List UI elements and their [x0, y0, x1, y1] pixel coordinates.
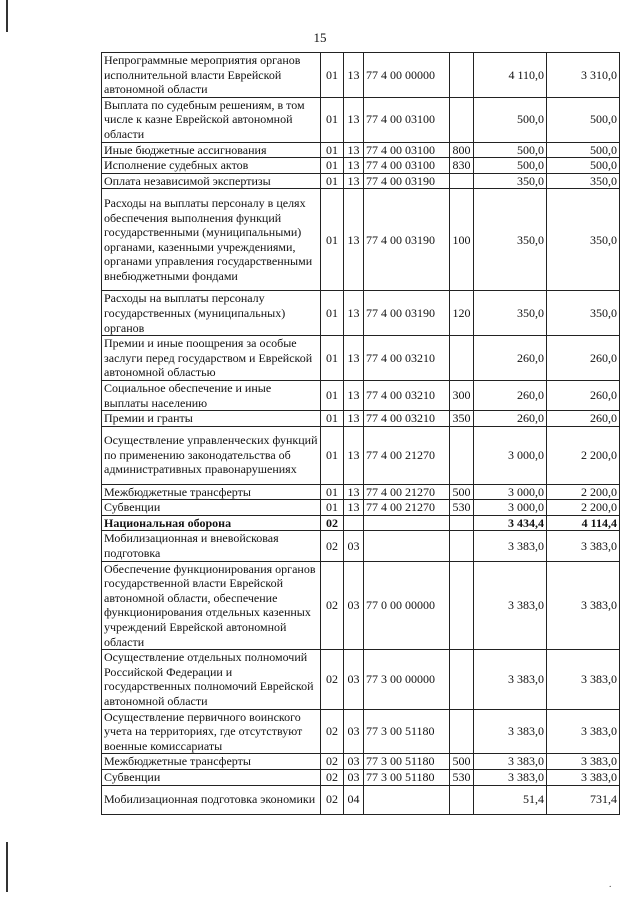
table-row	[102, 291, 620, 336]
row-expense-type: 800	[450, 142, 474, 158]
table-row	[102, 173, 620, 189]
row-value-year-2: 350,0	[547, 291, 620, 336]
table-body	[102, 53, 620, 815]
table-row	[102, 785, 620, 814]
margin-mark-top	[6, 0, 8, 32]
row-expense-type	[450, 709, 474, 754]
row-section: 01	[321, 142, 344, 158]
row-name: Социальное обеспечение и иные выплаты населению	[102, 380, 321, 410]
row-subsection: 13	[344, 500, 364, 516]
row-section: 01	[321, 291, 344, 336]
row-target-article: 77 4 00 03210	[364, 336, 450, 381]
row-section: 01	[321, 97, 344, 142]
row-target-article: 77 4 00 21270	[364, 426, 450, 484]
row-section: 02	[321, 515, 344, 531]
row-section: 02	[321, 561, 344, 650]
row-name: Иные бюджетные ассигнования	[102, 142, 321, 158]
row-value-year-1: 350,0	[474, 291, 547, 336]
row-section: 01	[321, 411, 344, 427]
row-section: 01	[321, 500, 344, 516]
table-row	[102, 500, 620, 516]
table-row	[102, 515, 620, 531]
row-name: Мобилизационная и вневойсковая подготовка	[102, 531, 321, 561]
row-value-year-1: 3 383,0	[474, 650, 547, 709]
row-expense-type: 500	[450, 484, 474, 500]
row-section: 01	[321, 380, 344, 410]
row-name: Осуществление управленческих функций по применению законодательства об административных правонарушениях	[102, 426, 321, 484]
row-expense-type	[450, 173, 474, 189]
row-section: 01	[321, 336, 344, 381]
row-name: Межбюджетные трансферты	[102, 754, 321, 770]
row-value-year-2: 3 383,0	[547, 531, 620, 561]
row-value-year-1: 4 110,0	[474, 53, 547, 98]
row-value-year-1: 3 000,0	[474, 426, 547, 484]
row-section: 01	[321, 484, 344, 500]
row-value-year-1: 350,0	[474, 173, 547, 189]
row-name: Осуществление первичного воинского учета на территориях, где отсутствуют военные комиссариаты	[102, 709, 321, 754]
table-row	[102, 709, 620, 754]
row-value-year-1: 3 383,0	[474, 531, 547, 561]
row-target-article: 77 4 00 03210	[364, 411, 450, 427]
row-subsection: 04	[344, 785, 364, 814]
table-row	[102, 53, 620, 98]
row-subsection: 03	[344, 709, 364, 754]
row-value-year-2: 2 200,0	[547, 426, 620, 484]
row-subsection: 13	[344, 336, 364, 381]
table-row	[102, 411, 620, 427]
table-row	[102, 484, 620, 500]
row-name: Расходы на выплаты персоналу государственных (муниципальных) органов	[102, 291, 321, 336]
row-expense-type: 530	[450, 769, 474, 785]
row-target-article: 77 4 00 03100	[364, 97, 450, 142]
row-target-article	[364, 785, 450, 814]
row-subsection: 13	[344, 53, 364, 98]
row-subsection: 13	[344, 380, 364, 410]
row-expense-type	[450, 336, 474, 381]
row-value-year-1: 500,0	[474, 142, 547, 158]
row-value-year-1: 500,0	[474, 97, 547, 142]
row-name: Расходы на выплаты персоналу в целях обеспечения выполнения функций государственными (муниципальными) органами, казенными учреждениями, органами управления государственными внебюджетными фондами	[102, 189, 321, 291]
row-section: 01	[321, 158, 344, 174]
row-subsection: 13	[344, 484, 364, 500]
row-expense-type: 530	[450, 500, 474, 516]
corner-mark: ·	[608, 881, 612, 893]
row-value-year-1: 260,0	[474, 380, 547, 410]
row-subsection: 13	[344, 291, 364, 336]
row-subsection: 13	[344, 97, 364, 142]
row-value-year-1: 3 000,0	[474, 500, 547, 516]
row-name: Оплата независимой экспертизы	[102, 173, 321, 189]
row-name: Исполнение судебных актов	[102, 158, 321, 174]
row-value-year-2: 4 114,4	[547, 515, 620, 531]
row-value-year-1: 3 383,0	[474, 709, 547, 754]
row-target-article: 77 4 00 03100	[364, 142, 450, 158]
table-row	[102, 561, 620, 650]
row-name: Обеспечение функционирования органов государственной власти Еврейской автономной области, обеспечение функционирования отдельных казенных учреждений Еврейской автономной области	[102, 561, 321, 650]
row-target-article: 77 4 00 03190	[364, 189, 450, 291]
row-subsection	[344, 515, 364, 531]
row-value-year-2: 3 383,0	[547, 650, 620, 709]
row-target-article: 77 4 00 03100	[364, 158, 450, 174]
row-value-year-1: 3 434,4	[474, 515, 547, 531]
row-target-article: 77 3 00 00000	[364, 650, 450, 709]
table-row	[102, 189, 620, 291]
row-expense-type: 350	[450, 411, 474, 427]
row-name: Мобилизационная подготовка экономики	[102, 785, 321, 814]
row-expense-type	[450, 515, 474, 531]
row-subsection: 13	[344, 411, 364, 427]
row-section: 02	[321, 754, 344, 770]
row-value-year-1: 350,0	[474, 189, 547, 291]
budget-table	[101, 52, 620, 815]
row-value-year-1: 51,4	[474, 785, 547, 814]
row-section: 01	[321, 53, 344, 98]
row-value-year-1: 500,0	[474, 158, 547, 174]
row-value-year-1: 3 383,0	[474, 561, 547, 650]
row-name: Премии и иные поощрения за особые заслуги перед государством и Еврейской автономной областью	[102, 336, 321, 381]
row-target-article	[364, 515, 450, 531]
row-value-year-2: 260,0	[547, 411, 620, 427]
row-subsection: 03	[344, 531, 364, 561]
row-section: 02	[321, 709, 344, 754]
margin-mark-bottom	[6, 842, 8, 892]
row-subsection: 13	[344, 189, 364, 291]
row-value-year-2: 260,0	[547, 336, 620, 381]
row-value-year-1: 3 383,0	[474, 754, 547, 770]
table-row	[102, 754, 620, 770]
row-section: 01	[321, 189, 344, 291]
row-expense-type: 120	[450, 291, 474, 336]
row-subsection: 03	[344, 769, 364, 785]
row-subsection: 03	[344, 561, 364, 650]
row-value-year-2: 500,0	[547, 97, 620, 142]
row-section: 01	[321, 426, 344, 484]
row-value-year-2: 3 383,0	[547, 709, 620, 754]
row-value-year-2: 2 200,0	[547, 500, 620, 516]
row-expense-type	[450, 97, 474, 142]
table-row	[102, 142, 620, 158]
row-name: Межбюджетные трансферты	[102, 484, 321, 500]
row-section: 02	[321, 785, 344, 814]
row-target-article: 77 3 00 51180	[364, 754, 450, 770]
row-expense-type: 830	[450, 158, 474, 174]
row-expense-type	[450, 53, 474, 98]
row-name: Субвенции	[102, 769, 321, 785]
row-subsection: 03	[344, 754, 364, 770]
row-subsection: 13	[344, 158, 364, 174]
row-expense-type: 100	[450, 189, 474, 291]
table-row	[102, 97, 620, 142]
row-expense-type	[450, 561, 474, 650]
row-name: Национальная оборона	[102, 515, 321, 531]
row-subsection: 03	[344, 650, 364, 709]
row-subsection: 13	[344, 426, 364, 484]
row-target-article: 77 4 00 03190	[364, 173, 450, 189]
row-section: 02	[321, 769, 344, 785]
row-target-article: 77 4 00 00000	[364, 53, 450, 98]
row-expense-type	[450, 785, 474, 814]
row-value-year-2: 500,0	[547, 158, 620, 174]
row-value-year-2: 350,0	[547, 173, 620, 189]
row-target-article: 77 3 00 51180	[364, 709, 450, 754]
row-section: 01	[321, 173, 344, 189]
row-value-year-2: 731,4	[547, 785, 620, 814]
row-target-article: 77 4 00 03190	[364, 291, 450, 336]
row-target-article: 77 4 00 21270	[364, 500, 450, 516]
table-row	[102, 426, 620, 484]
row-name: Осуществление отдельных полномочий Российской Федерации и государственных полномочий Еврейской автономной области	[102, 650, 321, 709]
row-section: 02	[321, 531, 344, 561]
row-value-year-1: 3 383,0	[474, 769, 547, 785]
table-row	[102, 650, 620, 709]
row-value-year-2: 350,0	[547, 189, 620, 291]
row-target-article: 77 4 00 03210	[364, 380, 450, 410]
row-target-article: 77 0 00 00000	[364, 561, 450, 650]
table-row	[102, 158, 620, 174]
row-value-year-1: 260,0	[474, 411, 547, 427]
row-target-article	[364, 531, 450, 561]
row-name: Выплата по судебным решениям, в том числе к казне Еврейской автономной области	[102, 97, 321, 142]
row-section: 02	[321, 650, 344, 709]
row-expense-type: 300	[450, 380, 474, 410]
row-target-article: 77 3 00 51180	[364, 769, 450, 785]
row-target-article: 77 4 00 21270	[364, 484, 450, 500]
row-value-year-2: 3 383,0	[547, 754, 620, 770]
row-name: Непрограммные мероприятия органов исполнительной власти Еврейской автономной области	[102, 53, 321, 98]
row-name: Премии и гранты	[102, 411, 321, 427]
row-name: Субвенции	[102, 500, 321, 516]
table-row	[102, 531, 620, 561]
row-expense-type: 500	[450, 754, 474, 770]
row-value-year-2: 3 383,0	[547, 769, 620, 785]
row-subsection: 13	[344, 173, 364, 189]
row-value-year-2: 500,0	[547, 142, 620, 158]
row-subsection: 13	[344, 142, 364, 158]
row-value-year-1: 3 000,0	[474, 484, 547, 500]
table-row	[102, 336, 620, 381]
row-value-year-2: 2 200,0	[547, 484, 620, 500]
table-row	[102, 769, 620, 785]
row-expense-type	[450, 426, 474, 484]
row-value-year-2: 3 383,0	[547, 561, 620, 650]
table-row	[102, 380, 620, 410]
row-value-year-2: 3 310,0	[547, 53, 620, 98]
row-value-year-2: 260,0	[547, 380, 620, 410]
row-expense-type	[450, 650, 474, 709]
row-value-year-1: 260,0	[474, 336, 547, 381]
page-number: 15	[313, 30, 327, 45]
row-expense-type	[450, 531, 474, 561]
